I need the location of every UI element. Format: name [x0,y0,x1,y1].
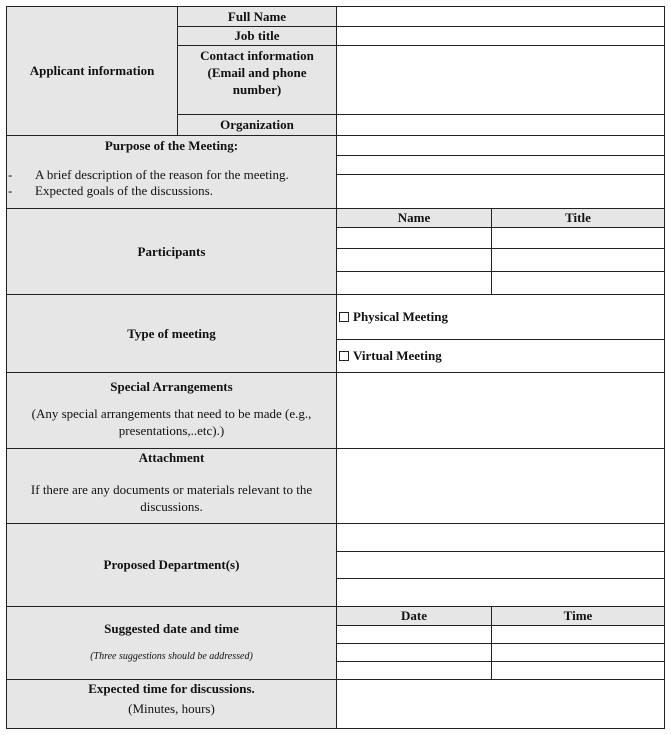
purpose-field-3[interactable] [336,174,665,209]
purpose-title: Purpose of the Meeting: [104,138,239,153]
time-header: Time [491,606,665,626]
purpose-label-cell [6,135,337,209]
contact-info-label [177,45,337,115]
contact-info-text: Contact information (Email and phone number) [200,48,314,97]
participants-name-header: Name [336,208,492,228]
bullet-dash: - [8,183,13,198]
job-title-field[interactable] [336,26,665,46]
full-name-label: Full Name [177,6,337,27]
time-field-3[interactable] [491,661,665,680]
participant-title-1[interactable] [491,227,665,249]
participant-name-2[interactable] [336,248,492,272]
expected-time-title: Expected time for discussions. [88,681,255,696]
purpose-field-2[interactable] [336,155,665,175]
department-field-1[interactable] [336,523,665,552]
department-field-2[interactable] [336,551,665,579]
organization-label: Organization [177,114,337,136]
special-arrangements-desc: (Any special arrangements that need to be made (e.g., presentations,..etc).) [31,406,312,438]
date-time-title: Suggested date and time [104,621,239,636]
expected-time-label [6,679,337,729]
bullet-text: Expected goals of the discussions. [35,183,213,198]
attachment-title: Attachment [138,450,205,465]
purpose-bullet-2 [7,183,336,199]
participant-title-3[interactable] [491,271,665,295]
physical-meeting-label: Physical Meeting [353,309,448,324]
date-time-label [6,606,337,680]
virtual-meeting-option[interactable] [336,339,665,373]
participants-label: Participants [6,208,337,295]
time-field-2[interactable] [491,643,665,662]
bullet-dash: - [8,167,13,182]
date-field-3[interactable] [336,661,492,680]
attachment-field[interactable] [336,448,665,524]
date-field-2[interactable] [336,643,492,662]
bullet-text: A brief description of the reason for the meeting. [35,167,289,182]
date-field-1[interactable] [336,625,492,644]
department-label: Proposed Department(s) [6,523,337,607]
full-name-field[interactable] [336,6,665,27]
participant-name-3[interactable] [336,271,492,295]
organization-field[interactable] [336,114,665,136]
virtual-meeting-label: Virtual Meeting [353,348,442,363]
physical-meeting-option[interactable] [336,294,665,340]
participant-name-1[interactable] [336,227,492,249]
meeting-type-label: Type of meeting [6,294,337,373]
checkbox-icon[interactable] [339,351,349,361]
special-arrangements-field[interactable] [336,372,665,449]
participant-title-2[interactable] [491,248,665,272]
purpose-field-1[interactable] [336,135,665,156]
contact-info-field[interactable] [336,45,665,115]
attachment-label [6,448,337,524]
job-title-label: Job title [177,26,337,46]
special-arrangements-label [6,372,337,449]
participants-title-header: Title [491,208,665,228]
purpose-bullet-1 [7,167,336,183]
attachment-desc: If there are any documents or materials relevant to the discussions. [30,482,313,514]
time-field-1[interactable] [491,625,665,644]
checkbox-icon[interactable] [339,312,349,322]
special-arrangements-title: Special Arrangements [110,379,233,394]
expected-time-field[interactable] [336,679,665,729]
date-header: Date [336,606,492,626]
date-time-note: (Three suggestions should be addressed) [90,651,253,662]
applicant-info-label: Applicant information [6,6,178,136]
department-field-3[interactable] [336,578,665,607]
expected-time-desc: (Minutes, hours) [128,701,215,716]
